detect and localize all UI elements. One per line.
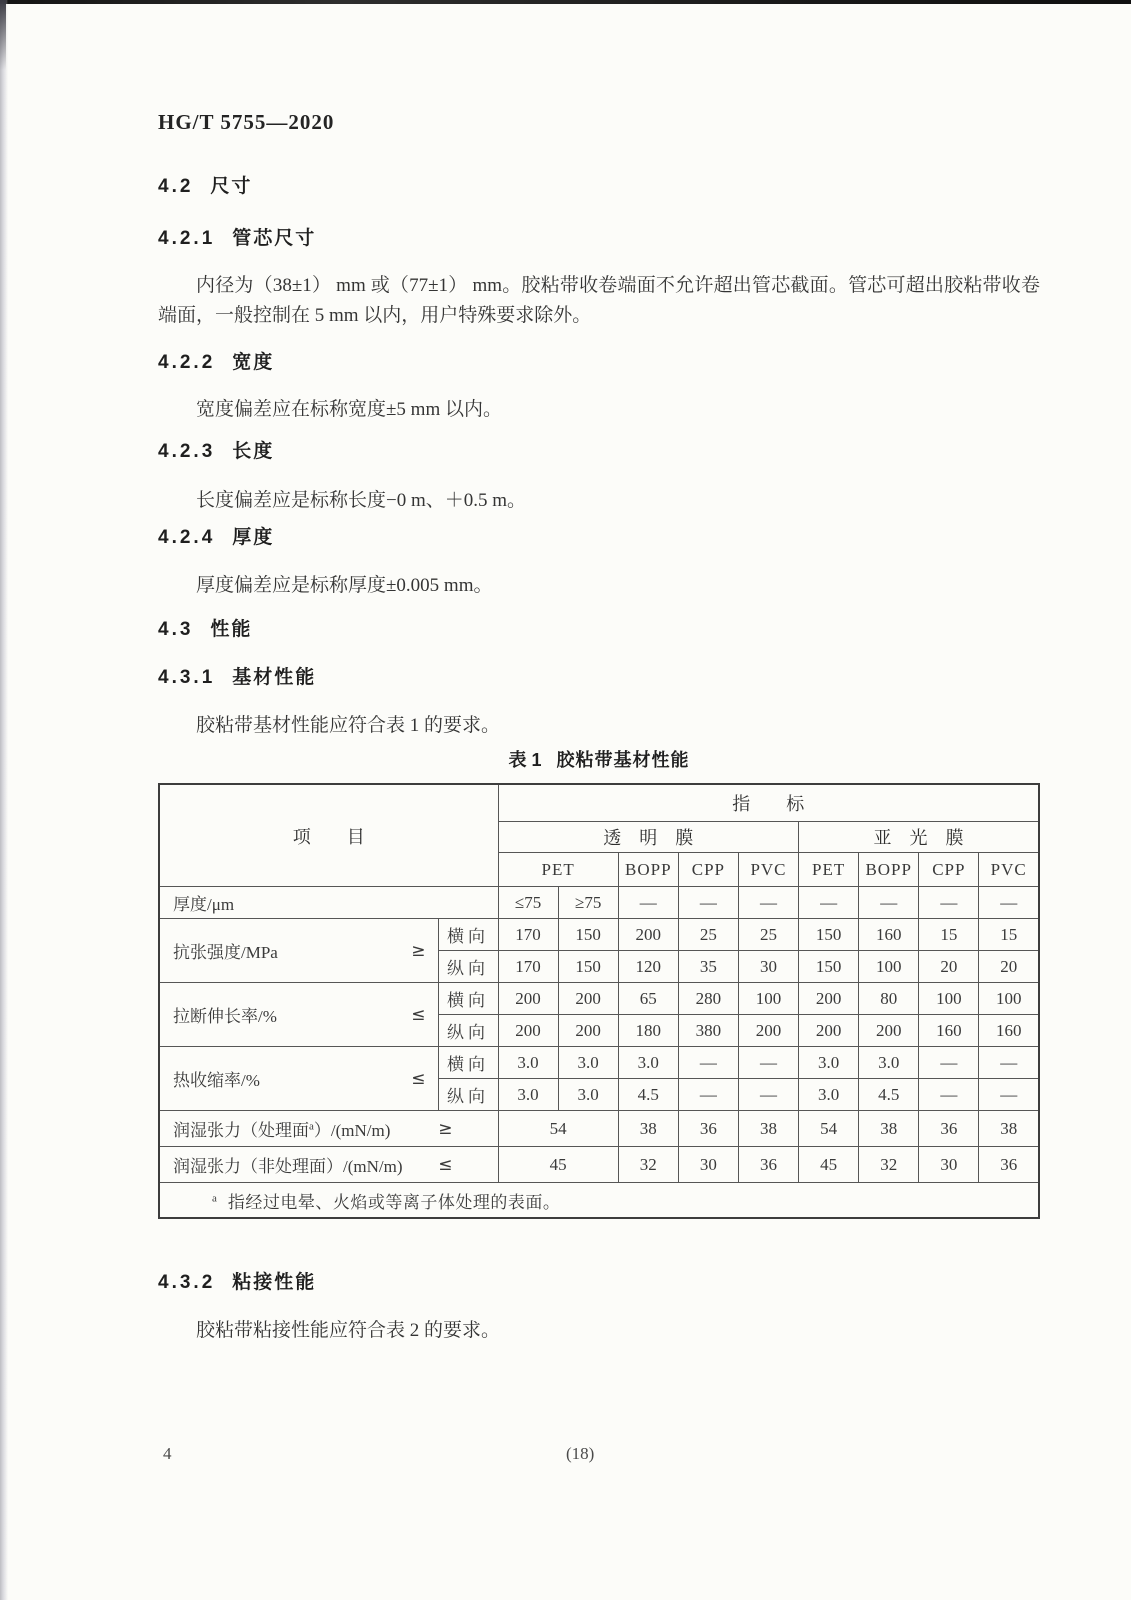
- value-cell: —: [979, 1047, 1039, 1079]
- row-label: 厚度/μm: [159, 887, 498, 919]
- heading-number: 4.2: [158, 176, 194, 197]
- value-cell: 30: [919, 1147, 979, 1183]
- value-cell: 180: [618, 1015, 678, 1047]
- value-cell: 120: [618, 951, 678, 983]
- scan-corner-shadow: [0, 0, 6, 70]
- table-row: [159, 983, 1039, 1015]
- value-cell: 3.0: [799, 1079, 859, 1111]
- value-cell: 170: [498, 919, 558, 951]
- value-cell: 200: [618, 919, 678, 951]
- merged-value-cell: 45: [498, 1147, 618, 1183]
- value-cell: 15: [979, 919, 1039, 951]
- value-cell: 25: [738, 919, 798, 951]
- header-transparent-film: 透 明 膜: [498, 822, 799, 853]
- heading-title: 厚度: [232, 527, 275, 548]
- header-item: 项 目: [159, 784, 498, 887]
- value-cell: 3.0: [558, 1079, 618, 1111]
- comparison-symbol-icon: ≤: [438, 1154, 453, 1175]
- value-cell: 150: [558, 919, 618, 951]
- heading-4-2-4: [158, 527, 274, 549]
- table1-caption-label: 表 1: [508, 750, 542, 770]
- value-cell: 54: [799, 1111, 859, 1147]
- value-cell: —: [799, 887, 859, 919]
- heading-4-3: [158, 619, 252, 641]
- heading-number: 4.3: [158, 619, 194, 640]
- header-material: PET: [799, 853, 859, 887]
- value-cell: —: [678, 887, 738, 919]
- heading-4-3-1: [158, 667, 316, 689]
- table-row: [159, 1183, 1039, 1219]
- value-cell: 30: [738, 951, 798, 983]
- base-material-performance-table: [158, 783, 1040, 1219]
- value-cell: 160: [979, 1015, 1039, 1047]
- value-cell: 200: [558, 983, 618, 1015]
- sheet-number: (18): [566, 1444, 595, 1463]
- table-footnote: [159, 1183, 1039, 1219]
- header-material: PVC: [979, 853, 1039, 887]
- value-cell: 3.0: [558, 1047, 618, 1079]
- direction-cell: 横向: [438, 919, 498, 951]
- merged-value-cell: 54: [498, 1111, 618, 1147]
- table-row: [159, 887, 1039, 919]
- value-cell: 100: [859, 951, 919, 983]
- value-cell: —: [919, 1047, 979, 1079]
- heading-title: 尺寸: [210, 176, 253, 197]
- value-cell: 160: [919, 1015, 979, 1047]
- heading-number: 4.3.1: [158, 667, 216, 688]
- heading-4-3-2: [158, 1272, 316, 1294]
- comparison-symbol-icon: ≤: [411, 1004, 426, 1025]
- heading-4-2-3: [158, 441, 274, 463]
- paragraph-core-size: 内径为（38±1） mm 或（77±1） mm。胶粘带收卷端面不允许超出管芯截面。管芯可超出胶粘带收卷端面，一般控制在 5 mm 以内，用户特殊要求除外。: [158, 275, 1040, 326]
- row-label: [159, 1147, 498, 1183]
- table1-caption: [158, 746, 1040, 772]
- table-row: [159, 1147, 1039, 1183]
- value-cell: 20: [919, 951, 979, 983]
- value-cell: 170: [498, 951, 558, 983]
- header-material: BOPP: [618, 853, 678, 887]
- header-material: BOPP: [859, 853, 919, 887]
- value-cell: 200: [498, 983, 558, 1015]
- table-body: [159, 784, 1039, 1218]
- value-cell: —: [738, 1079, 798, 1111]
- value-cell: 38: [738, 1111, 798, 1147]
- heading-title: 宽度: [232, 352, 275, 373]
- value-cell: 38: [979, 1111, 1039, 1147]
- value-cell: 3.0: [859, 1047, 919, 1079]
- value-cell: —: [979, 887, 1039, 919]
- header-matte-film: 亚 光 膜: [799, 822, 1039, 853]
- value-cell: ≥75: [558, 887, 618, 919]
- heading-number: 4.2.2: [158, 352, 216, 373]
- paragraph-length: 长度偏差应是标称长度−0 m、＋0.5 m。: [196, 490, 527, 511]
- value-cell: 150: [799, 951, 859, 983]
- value-cell: 25: [678, 919, 738, 951]
- value-cell: 160: [859, 919, 919, 951]
- value-cell: —: [738, 887, 798, 919]
- table1-caption-title: 胶粘带基材性能: [556, 750, 690, 770]
- heading-title: 粘接性能: [232, 1272, 317, 1293]
- row-label-text: 润湿张力（处理面$^a$）/(mN/m): [173, 1120, 391, 1140]
- heading-title: 性能: [210, 619, 253, 640]
- row-label-text: 抗张强度/MPa: [173, 943, 278, 962]
- value-cell: 36: [678, 1111, 738, 1147]
- footnote-marker: a: [212, 1191, 217, 1204]
- value-cell: 36: [979, 1147, 1039, 1183]
- direction-cell: 横向: [438, 1047, 498, 1079]
- value-cell: —: [618, 887, 678, 919]
- value-cell: 32: [859, 1147, 919, 1183]
- value-cell: 20: [979, 951, 1039, 983]
- value-cell: 280: [678, 983, 738, 1015]
- heading-4-2-2: [158, 352, 274, 374]
- value-cell: 36: [738, 1147, 798, 1183]
- footnote-ref: a: [309, 1120, 314, 1133]
- direction-cell: 纵向: [438, 951, 498, 983]
- table-row: [159, 1047, 1039, 1079]
- direction-cell: 纵向: [438, 1079, 498, 1111]
- heading-title: 基材性能: [232, 667, 317, 688]
- value-cell: 38: [618, 1111, 678, 1147]
- value-cell: 45: [799, 1147, 859, 1183]
- header-material: CPP: [678, 853, 738, 887]
- header-material: PET: [498, 853, 618, 887]
- value-cell: 36: [919, 1111, 979, 1147]
- value-cell: 80: [859, 983, 919, 1015]
- header-material: PVC: [738, 853, 798, 887]
- value-cell: —: [678, 1079, 738, 1111]
- value-cell: 200: [498, 1015, 558, 1047]
- value-cell: 35: [678, 951, 738, 983]
- value-cell: 200: [799, 1015, 859, 1047]
- value-cell: —: [678, 1047, 738, 1079]
- header-material: CPP: [919, 853, 979, 887]
- heading-title: 长度: [232, 441, 275, 462]
- value-cell: —: [919, 1079, 979, 1111]
- value-cell: 65: [618, 983, 678, 1015]
- comparison-symbol-icon: ≥: [411, 940, 426, 961]
- standard-number: HG/T 5755—2020: [158, 110, 335, 134]
- row-label: [159, 1047, 438, 1111]
- value-cell: 100: [738, 983, 798, 1015]
- value-cell: —: [859, 887, 919, 919]
- value-cell: 200: [558, 1015, 618, 1047]
- value-cell: 3.0: [618, 1047, 678, 1079]
- value-cell: 3.0: [498, 1047, 558, 1079]
- row-label-text: 润湿张力（非处理面）/(mN/m): [173, 1157, 403, 1176]
- row-label: [159, 1111, 498, 1147]
- value-cell: 3.0: [799, 1047, 859, 1079]
- value-cell: 3.0: [498, 1079, 558, 1111]
- paragraph-thickness: 厚度偏差应是标称厚度±0.005 mm。: [196, 575, 493, 596]
- page-number: 4: [163, 1444, 172, 1463]
- comparison-symbol-icon: ≥: [438, 1118, 453, 1139]
- paragraph-adhesion: 胶粘带粘接性能应符合表 2 的要求。: [196, 1320, 501, 1341]
- row-label: [159, 983, 438, 1047]
- direction-cell: 横向: [438, 983, 498, 1015]
- table-row: [159, 919, 1039, 951]
- value-cell: 200: [738, 1015, 798, 1047]
- heading-number: 4.3.2: [158, 1272, 216, 1293]
- value-cell: 38: [859, 1111, 919, 1147]
- value-cell: 380: [678, 1015, 738, 1047]
- value-cell: 150: [799, 919, 859, 951]
- table-row: [159, 1111, 1039, 1147]
- scan-top-edge: [0, 0, 1131, 4]
- heading-4-2: [158, 176, 252, 198]
- heading-title: 管芯尺寸: [232, 228, 317, 249]
- heading-number: 4.2.3: [158, 441, 216, 462]
- paragraph-base-material: 胶粘带基材性能应符合表 1 的要求。: [196, 715, 501, 736]
- row-label: [159, 919, 438, 983]
- value-cell: —: [919, 887, 979, 919]
- table-header-row: [159, 784, 1039, 822]
- value-cell: 100: [919, 983, 979, 1015]
- value-cell: 200: [799, 983, 859, 1015]
- comparison-symbol-icon: ≤: [411, 1068, 426, 1089]
- value-cell: 150: [558, 951, 618, 983]
- heading-number: 4.2.4: [158, 527, 216, 548]
- value-cell: —: [979, 1079, 1039, 1111]
- row-label-text: 拉断伸长率/%: [173, 1007, 277, 1026]
- direction-cell: 纵向: [438, 1015, 498, 1047]
- value-cell: 30: [678, 1147, 738, 1183]
- value-cell: ≤75: [498, 887, 558, 919]
- value-cell: —: [738, 1047, 798, 1079]
- value-cell: 32: [618, 1147, 678, 1183]
- paragraph-width: 宽度偏差应在标称宽度±5 mm 以内。: [196, 399, 502, 420]
- row-label-text: 热收缩率/%: [173, 1071, 260, 1090]
- value-cell: 200: [859, 1015, 919, 1047]
- value-cell: 4.5: [859, 1079, 919, 1111]
- value-cell: 4.5: [618, 1079, 678, 1111]
- footnote-text: 指经过电晕、火焰或等离子体处理的表面。: [227, 1192, 561, 1212]
- value-cell: 100: [979, 983, 1039, 1015]
- heading-4-2-1: [158, 228, 316, 250]
- heading-number: 4.2.1: [158, 228, 216, 249]
- scan-left-edge: [0, 0, 8, 1600]
- header-indicator: 指 标: [498, 784, 1039, 822]
- value-cell: 15: [919, 919, 979, 951]
